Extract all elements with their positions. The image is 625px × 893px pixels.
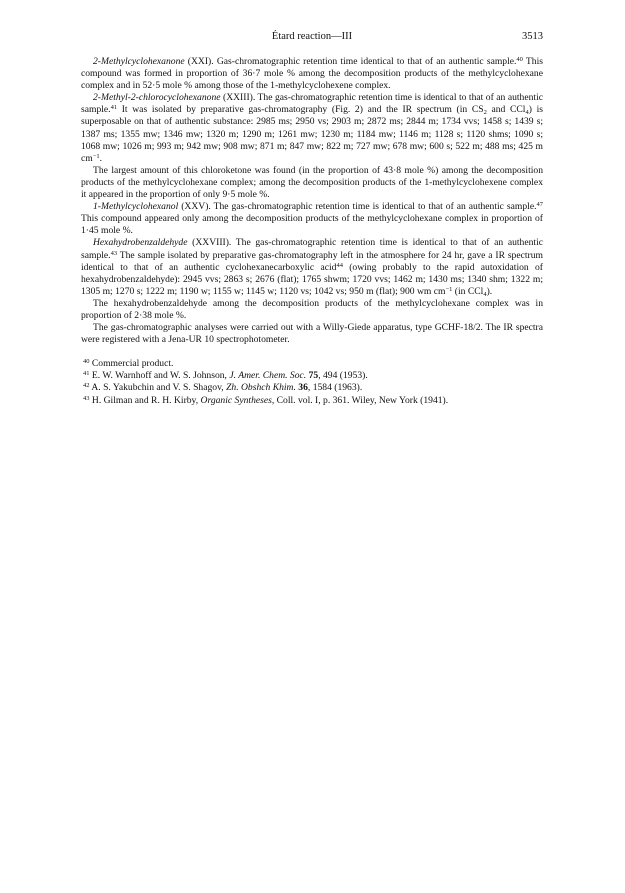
- compound-name: 2-Methylcyclohexanone: [93, 56, 185, 67]
- reference-marker: 43: [110, 249, 118, 257]
- paragraph-chloroketone-amount: The largest amount of this chloroketone was found (in the proportion of 43·8 mole %) among the decomposition products of the methylcyclohexane complex; among the decomposition products of the 1-methylcyclohexene complex it appeared in the proportion of only 9·5 mole %.: [81, 164, 543, 201]
- footnote-43: $^{43}$ H. Gilman and R. H. Kirby, Organic Syntheses, Coll. vol. I, p. 361. Wiley, New York (1941).: [83, 394, 449, 406]
- journal-name: Organic Syntheses: [200, 394, 272, 406]
- reference-marker: 47: [536, 201, 543, 209]
- page-header: [81, 30, 543, 44]
- footnote-number: 42: [83, 382, 90, 390]
- compound-name: 1-Methylcyclohexanol: [93, 201, 179, 213]
- compound-name: 2-Methyl-2-chlorocyclohexanone: [93, 92, 221, 104]
- reference-marker: 40: [516, 56, 523, 63]
- compound-name: Hexahydrobenzaldehyde: [93, 237, 188, 249]
- footnote-number: 41: [83, 370, 90, 378]
- page-number: 3513: [522, 31, 543, 42]
- paragraph-2-methyl-2-chlorocyclohexanone: 2-Methyl-2-chlorocyclohexanone (XXIII). The gas-chromatographic retention time is identical to that of an authentic sample.$^{41}$ It was isolated by preparative gas-chromatography (Fig. 2) and the IR spectrum (in $CS_2$ and CCl$_4$) is superposable on that of authentic substance: 2985 ms; 2950 vs; 2903 m; 2872 ms; 2844 m; 1734 vvs; 1458 s; 1439 s; 1387 ms; 1355 mw; 1346 mw; 1320 m; 1290 m; 1261 mw; 1230 m; 1184 mw; 1146 m; 1128 s; 1120 shms; 1090 s; 1068 mw; 1026 m; 993 m; 942 mw; 908 mw; 871 m; 847 mw; 822 m; 727 mw; 678 mw; 600 s; 522 m; 488 ms; 425 m $cm^{-1}$.: [81, 92, 543, 164]
- footnote-42: $^{42}$ A. S. Yakubchin and V. S. Shagov, Zh. Obshch Khim. 36, 1584 (1963).: [83, 382, 363, 394]
- footnotes: [81, 358, 543, 406]
- journal-name: J. Amer. Chem. Soc.: [229, 370, 307, 382]
- paragraph-1-methylcyclohexanol: 1-Methylcyclohexanol (XXV). The gas-chromatographic retention time is identical to that of an authentic sample.$^{47}$ This compound appeared only among the decomposition products of the methylcyclohexane complex in proportion of 1·45 mole %.: [81, 201, 543, 237]
- paragraph-2-methylcyclohexanone: 2-Methylcyclohexanone (XXI). Gas-chromatographic retention time identical to that of an authentic sample.$^{40}$ This compound was formed in proportion of 36·7 mole % among the decomposition products of the methylcyclohexane complex and in 52·5 mole % among those of the 1-methylcyclohexene complex.: [81, 56, 543, 92]
- paragraph-hexahydrobenzaldehyde: Hexahydrobenzaldehyde (XXVIII). The gas-chromatographic retention time is identical to that of an authentic sample.$^{43}$ The sample isolated by preparative gas-chromatography left in the atmosphere for 24 hr, gave a IR spectrum identical to that of an authentic cyclohexanecarboxylic acid$^{44}$ (owing probably to the rapid autoxidation of hexahydrobenzaldehyde): 2945 vvs; 2863 s; 2676 (flat); 1765 shwm; 1720 vvs; 1462 m; 1430 ms; 1340 shm; 1322 m; 1305 m; 1270 s; 1222 m; 1190 w; 1155 w; 1145 w; 1120 vs; 1042 vs; 950 m (flat); 900 wm $cm^{-1}$ (in CCl$_4$).: [81, 237, 543, 298]
- running-title: Étard reaction—III: [271, 31, 353, 42]
- reference-marker: 41: [110, 104, 118, 112]
- footnote-number: 40: [83, 358, 90, 366]
- reference-marker: 44: [336, 261, 343, 269]
- journal-name: Zh. Obshch Khim.: [226, 382, 296, 394]
- paragraph-hexahydrobenzaldehyde-proportion: The hexahydrobenzaldehyde among the decomposition products of the methylcyclohexane complex was in proportion of 2·38 mole %.: [81, 297, 543, 321]
- volume-number: 36: [295, 382, 308, 394]
- footnote-41: $^{41}$ E. W. Warnhoff and W. S. Johnson, J. Amer. Chem. Soc. 75, 494 (1953).: [83, 370, 368, 382]
- footnote-number: 43: [83, 394, 90, 402]
- footnote-40: $^{40}$ Commercial product.: [83, 358, 174, 370]
- page-body: [81, 56, 543, 407]
- volume-number: 75: [306, 370, 319, 382]
- paragraph-instrumentation: The gas-chromatographic analyses were carried out with a Willy-Giede apparatus, type GCHF-18/2. The IR spectra were registered with a Jena-UR 10 spectrophotometer.: [81, 322, 543, 346]
